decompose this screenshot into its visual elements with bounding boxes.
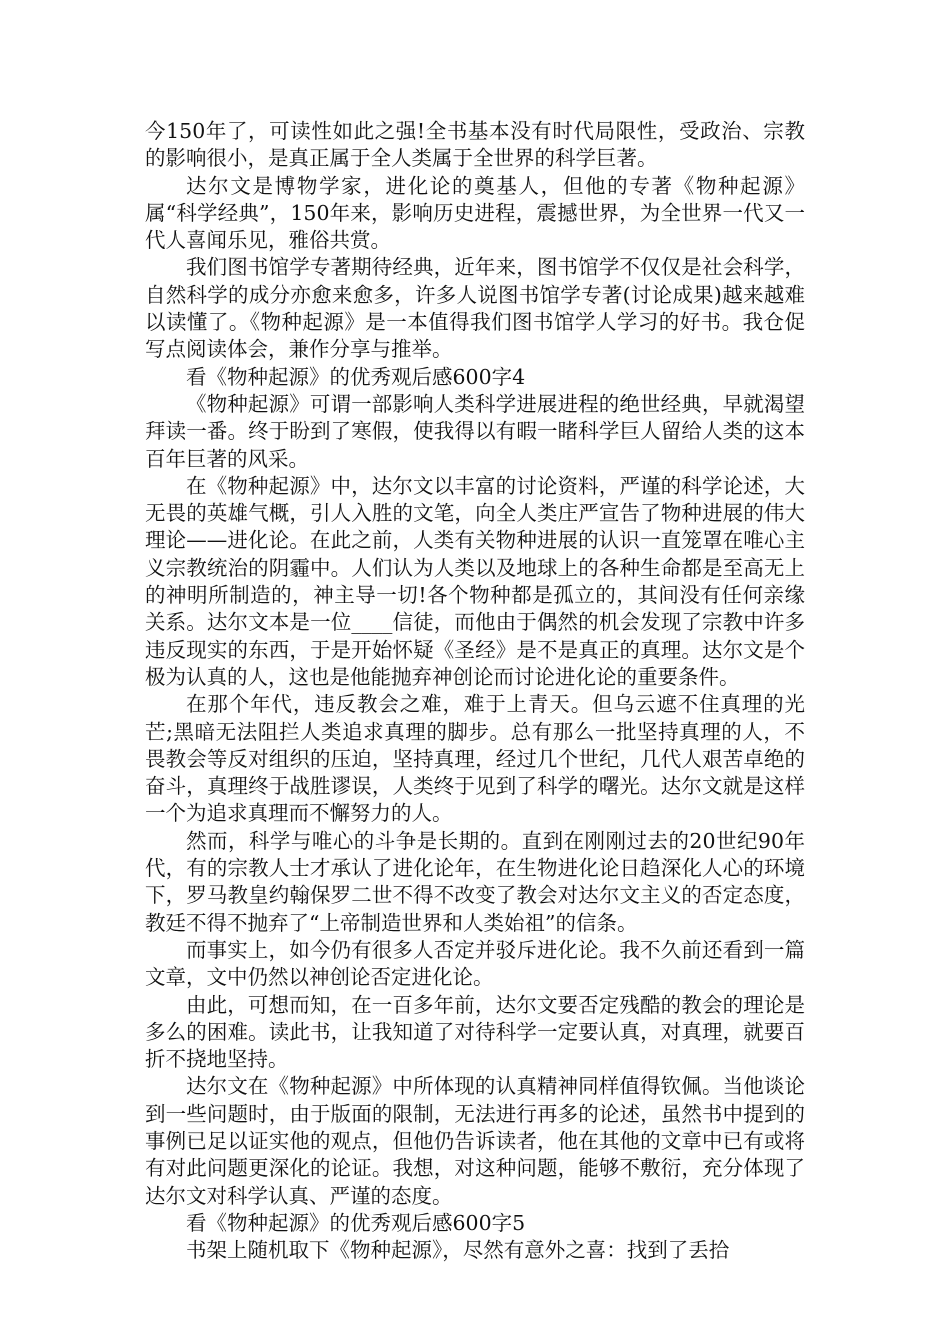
paragraph: 在《物种起源》中，达尔文以丰富的讨论资料，严谨的科学论述，大无畏的英雄气概，引人入胜的文笔，向全人类庄严宣告了物种进展的伟大理论——进化论。在此之前，人类有关物种进展的认识一直笼罩在唯心主义宗教统治的阴霾中。人们认为人类以及地球上的各种生命都是至高无上的神明所制造的，神主导一切!各个物种都是孤立的，其间没有任何亲缘关系。达尔文本是一位____信徒，而他由于偶然的机会发现了宗教中许多违反现实的东西，于是开始怀疑《圣经》是不是真正的真理。达尔文是个极为认真的人，这也是他能抛弃神创论而讨论进化论的重要条件。 [145, 473, 805, 689]
paragraph: 达尔文在《物种起源》中所体现的认真精神同样值得钦佩。当他谈论到一些问题时，由于版面的限制，无法进行再多的论述，虽然书中提到的事例已足以证实他的观点，但他仍告诉读者，他在其他的文章中已有或将有对此问题更深化的论证。我想，对这种问题，能够不敷衍，充分体现了达尔文对科学认真、严谨的态度。 [145, 1074, 805, 1208]
paragraph: 《物种起源》可谓一部影响人类科学进展进程的绝世经典，早就渴望拜读一番。终于盼到了寒假，使我得以有暇一睹科学巨人留给人类的这本百年巨著的风采。 [145, 391, 805, 471]
section-heading: 看《物种起源》的优秀观后感600字5 [186, 1210, 526, 1235]
paragraph: 达尔文是博物学家，进化论的奠基人，但他的专著《物种起源》属“科学经典”，150年来，影响历史进程，震撼世界，为全世界一代又一代人喜闻乐见，雅俗共赏。 [145, 173, 805, 253]
paragraph: 然而，科学与唯心的斗争是长期的。直到在刚刚过去的20世纪90年代，有的宗教人士才承认了进化论年，在生物进化论日趋深化人心的环境下，罗马教皇约翰保罗二世不得不改变了教会对达尔文主义的否定态度，教廷不得不抛弃了“上帝制造世界和人类始祖”的信条。 [145, 828, 805, 935]
paragraph: 由此，可想而知，在一百多年前，达尔文要否定残酷的教会的理论是多么的困难。读此书，让我知道了对待科学一定要认真，对真理，就要百折不挠地坚持。 [145, 992, 805, 1072]
document-page [145, 118, 805, 1264]
paragraph: 书架上随机取下《物种起源》，尽然有意外之喜：找到了丢拾 [186, 1238, 730, 1263]
section-heading: 看《物种起源》的优秀观后感600字4 [186, 364, 526, 389]
paragraph: 而事实上，如今仍有很多人否定并驳斥进化论。我不久前还看到一篇文章，文中仍然以神创论否定进化论。 [145, 937, 805, 990]
paragraph: 我们图书馆学专著期待经典，近年来，图书馆学不仅仅是社会科学，自然科学的成分亦愈来愈多，许多人说图书馆学专著(讨论成果)越来越难以读懂了。《物种起源》是一本值得我们图书馆学人学习的好书。我仓促写点阅读体会，兼作分享与推举。 [145, 255, 805, 362]
paragraph: 今150年了，可读性如此之强!全书基本没有时代局限性，受政治、宗教的影响很小，是真正属于全人类属于全世界的科学巨著。 [145, 119, 805, 171]
paragraph: 在那个年代，违反教会之难，难于上青天。但乌云遮不住真理的光芒;黑暗无法阻拦人类追求真理的脚步。总有那么一批坚持真理的人，不畏教会等反对组织的压迫，坚持真理，经过几个世纪，几代人艰苦卓绝的奋斗，真理终于战胜谬误，人类终于见到了科学的曙光。达尔文就是这样一个为追求真理而不懈努力的人。 [145, 692, 805, 826]
